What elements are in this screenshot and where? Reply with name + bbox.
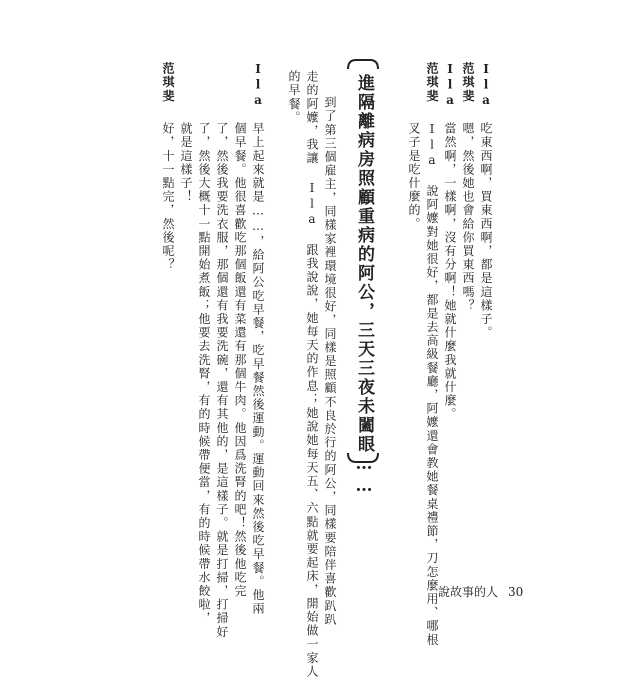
running-title: 說故事的人 [438, 585, 499, 599]
dialogue-line: 了，然後我要洗衣服，那個還有我要洗碗，還有其他的，是這樣子。就是打掃，打掃好 [215, 122, 229, 639]
dialogue-line: 就是這樣子！ [179, 122, 193, 204]
speaker-ila-2: Ila [443, 62, 457, 109]
speaker-ila-3: Ila [251, 62, 265, 109]
speaker-fan-1: 范琪斐 [461, 62, 475, 103]
narration-line: 叉子是吃什麼的。 [407, 122, 421, 231]
dialogue-line: 好，十一點完，然後呢？ [161, 122, 175, 272]
heading-bracket-top [346, 58, 380, 70]
dialogue-line: 吃東西啊，買東西啊，都是這樣子。 [479, 122, 493, 340]
dialogue-line: 早上起來就是……，給阿公吃早餐，吃早餐然後運動。運動回來然後吃早餐。他兩 [251, 122, 265, 616]
speaker-ila-1: Ila [479, 62, 493, 109]
section-heading: 進隔離病房照顧重病的阿公，三天三夜未闔眼…… [354, 74, 374, 498]
dialogue-line: 了，然後大概十一點開始煮飯；他要去洗腎，有的時候帶便當，有的時候帶水餃啦， [197, 122, 211, 626]
heading-bracket-bottom [346, 452, 380, 464]
dialogue-line: 當然啊，一樣啊，沒有分啊！她就什麼我就什麼。 [443, 122, 457, 422]
narration-line: Ila 說阿嬤對她很好，都是去高級餐廳，阿嬤還會教她餐桌禮節，刀怎麼用、哪根 [425, 122, 439, 647]
page-number: 30 [508, 585, 524, 599]
page-footer [438, 583, 523, 600]
speaker-fan-2: 范琪斐 [425, 62, 439, 103]
dialogue-line: 嗯，然後她也會給你買東西嗎？ [461, 122, 475, 313]
speaker-fan-3: 范琪斐 [161, 62, 175, 103]
intro-line: 到了第三個雇主，同樣家裡環境很好，同樣是照顧不良於行的阿公，同樣要陪伴喜歡趴趴 [323, 96, 337, 627]
intro-line: 的早餐。 [287, 70, 301, 125]
dialogue-line: 個早餐。他很喜歡吃那個飯還有菜還有那個牛肉。他因爲洗腎的吧！然後他吃完 [233, 122, 247, 598]
intro-line: 走的阿嬤，我讓 Ila 跟我說說，她每天的作息；她說她每天五、六點就要起床，開始做一家人 [305, 70, 319, 678]
